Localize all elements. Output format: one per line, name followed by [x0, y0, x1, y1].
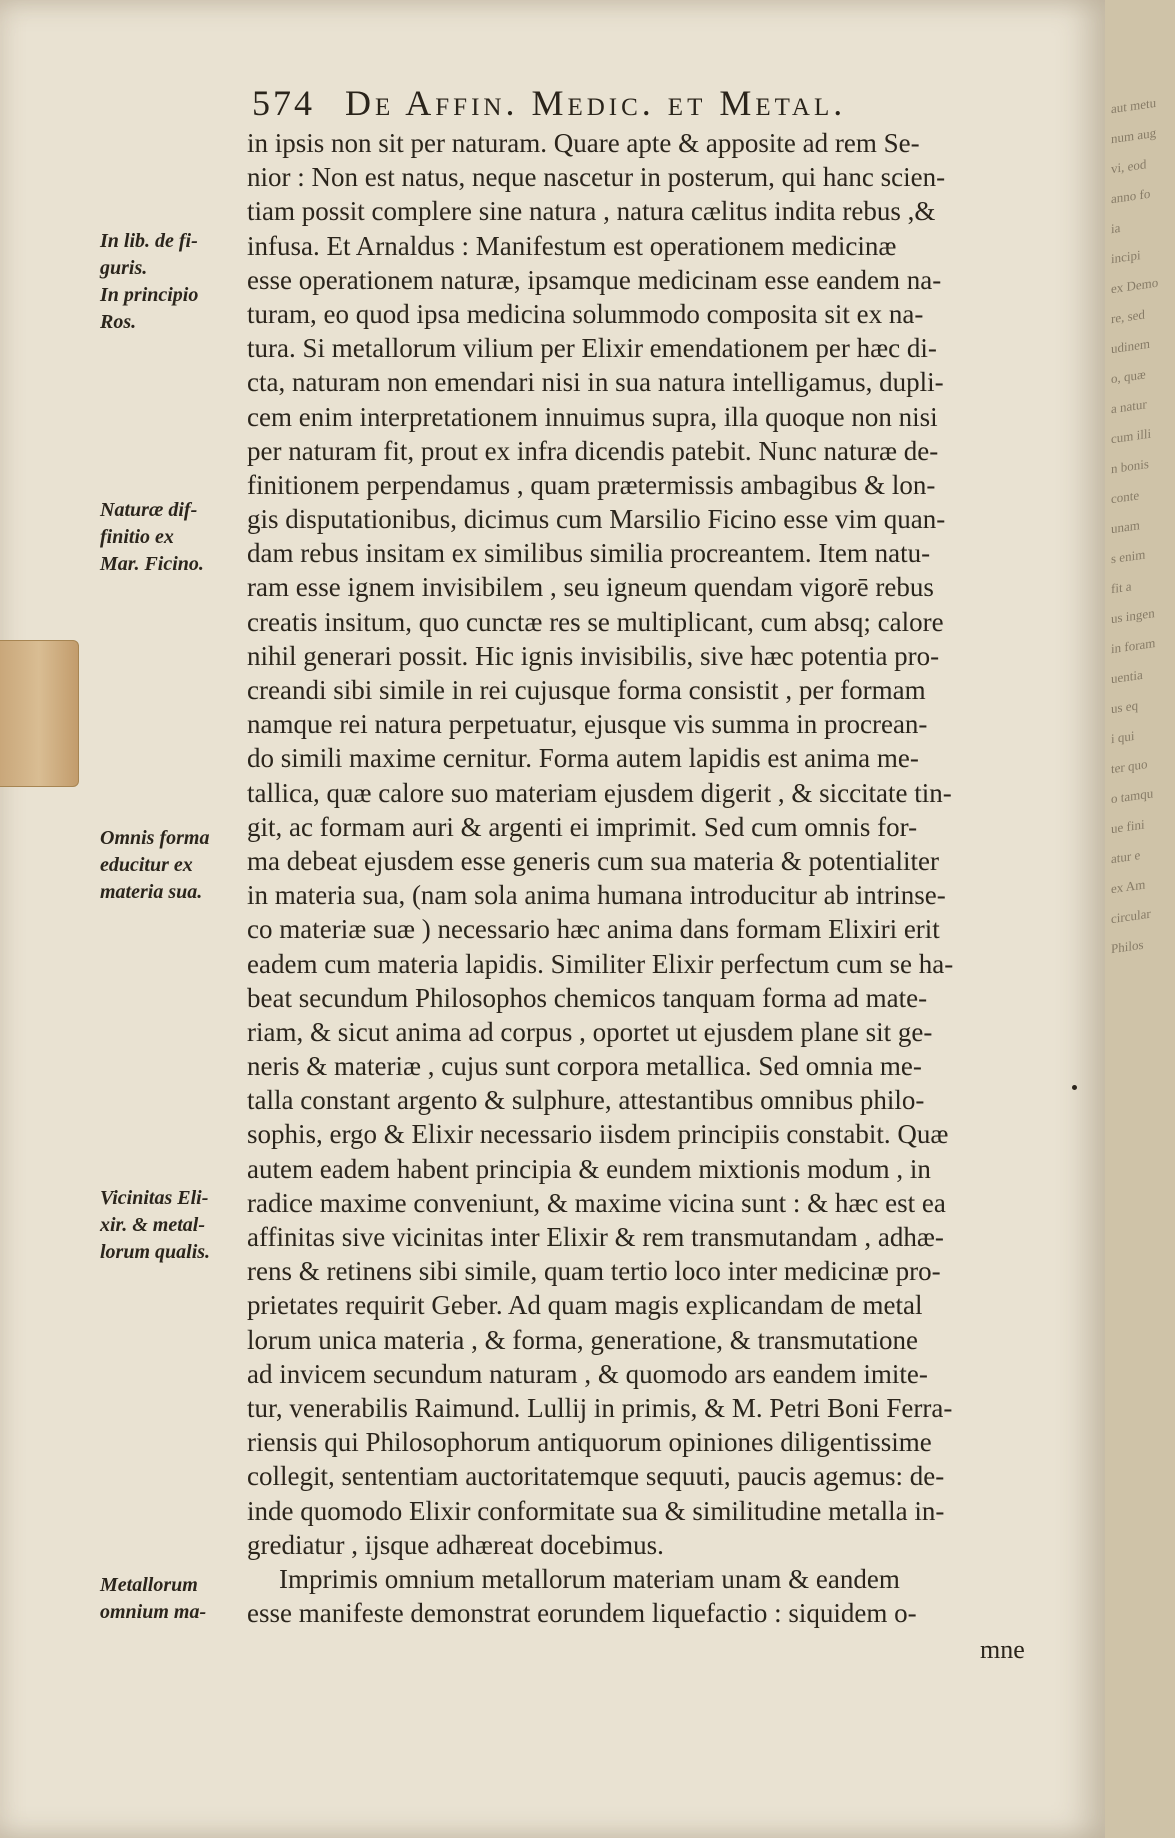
text-line: collegit, sententiam auctoritatemque sequuti, paucis agemus: de-: [247, 1461, 945, 1492]
opposite-text-fragment: uentia: [1111, 666, 1143, 687]
margin-note-citation: [100, 228, 250, 336]
text-line: eadem cum materia lapidis. Similiter Elixir perfectum cum se ha-: [247, 948, 954, 979]
margin-note-vicinitas: [100, 1185, 250, 1266]
margin-note-line: Metallorum: [100, 1574, 198, 1596]
margin-note-line: In lib. de fi-: [100, 230, 198, 252]
opposite-text-fragment: ex Am: [1111, 876, 1146, 897]
margin-note-line: Vicinitas Eli-: [100, 1187, 209, 1209]
text-line: namque rei natura perpetuatur, ejusque vis summa in procrean-: [247, 709, 928, 740]
text-line: in ipsis non sit per naturam. Quare apte & apposite ad rem Se-: [247, 128, 920, 158]
opposite-text-fragment: num aug: [1111, 124, 1157, 147]
opposite-text-fragment: vi, eod: [1111, 156, 1147, 177]
opposite-text-fragment: us ingen: [1111, 605, 1155, 627]
opposite-text-fragment: unam: [1111, 517, 1140, 537]
text-line: ma debeat ejusdem esse generis cum sua materia & potentialiter: [247, 845, 939, 876]
margin-note-line: lorum qualis.: [100, 1241, 211, 1263]
opposite-text-fragment: circular: [1111, 905, 1151, 927]
text-line: lorum unica materia , & forma, generatione, & transmutatione: [247, 1324, 919, 1355]
running-head: [252, 82, 1012, 128]
opposite-text-fragment: cum illi: [1111, 425, 1152, 447]
opposite-text-fragment: in foram: [1111, 634, 1156, 657]
opposite-text-fragment: Philos: [1111, 936, 1144, 957]
opposite-text-fragment: ter quo: [1111, 756, 1148, 777]
margin-note-forma: [100, 825, 250, 906]
opposite-text-fragment: s enim: [1111, 546, 1146, 567]
text-line: co materiæ suæ ) necessario hæc anima dans formam Elixiri erit: [247, 914, 940, 945]
text-line: neris & materiæ , cujus sunt corpora metallica. Sed omnia me-: [247, 1051, 922, 1082]
text-line: grediatur , ijsque adhæreat docebimus.: [247, 1529, 664, 1560]
opposite-text-fragment: ex Demo: [1111, 274, 1159, 297]
text-line: dam rebus insitam ex similibus similia procreantem. Item natu-: [247, 538, 931, 569]
margin-note-line: materia sua.: [100, 881, 203, 903]
text-line: gis disputationibus, dicimus cum Marsilio Ficino esse vim quan-: [247, 504, 946, 535]
text-line: per naturam fit, prout ex infra dicendis patebit. Nunc naturæ de-: [247, 435, 939, 466]
opposite-text-fragment: o tamqu: [1111, 785, 1154, 807]
opposite-text-fragment: incipi: [1111, 247, 1141, 267]
margin-note-line: educitur ex: [100, 854, 193, 876]
text-line: git, ac formam auri & argenti ei imprimit. Sed cum omnis for-: [247, 811, 918, 842]
opposite-text-fragment: o, quæ: [1111, 366, 1146, 387]
text-line: esse manifeste demonstrat eorundem liquefactio : siquidem o-: [247, 1598, 917, 1629]
opposite-text-fragment: aut metu: [1111, 94, 1157, 117]
text-line: tur, venerabilis Raimund. Lullij in primis, & M. Petri Boni Ferra-: [247, 1392, 953, 1423]
text-line: radice maxime conveniunt, & maxime vicina sunt : & hæc est ea: [247, 1187, 946, 1218]
text-line: nior : Non est natus, neque nascetur in posterum, qui hanc scien-: [247, 162, 946, 193]
bookmark-strip: [0, 640, 79, 787]
opposite-page-text: [1111, 86, 1171, 964]
opposite-text-fragment: udinem: [1111, 335, 1150, 357]
margin-note-line: Ros.: [100, 311, 137, 333]
text-line: Imprimis omnium metallorum materiam unam & eandem: [279, 1563, 900, 1594]
margin-note-line: Mar. Ficino.: [100, 553, 204, 575]
margin-note-line: Naturæ dif-: [100, 499, 198, 521]
catchword: mne: [980, 1635, 1025, 1664]
text-line: cta, naturam non emendari nisi in sua natura intelligamus, dupli-: [247, 367, 944, 398]
margin-note-line: omnium ma-: [100, 1601, 207, 1623]
text-line: nihil generari possit. Hic ignis invisibilis, sive hæc potentia pro-: [247, 640, 940, 671]
text-line: creatis insitum, quo cunctæ res se multiplicant, cum absq; calore: [247, 606, 944, 637]
margin-note-natura: [100, 497, 250, 578]
body-text: [247, 126, 1057, 1630]
text-line: sophis, ergo & Elixir necessario iisdem principiis constabit. Quæ: [247, 1119, 949, 1150]
text-line: turam, eo quod ipsa medicina solummodo composita sit ex na-: [247, 298, 924, 329]
opposite-page-edge: [1105, 0, 1175, 1838]
text-line: do simili maxime cernitur. Forma autem lapidis est anima me-: [247, 743, 919, 774]
margin-note-line: xir. & metal-: [100, 1214, 205, 1236]
opposite-text-fragment: re, sed: [1111, 306, 1145, 327]
text-line: affinitas sive vicinitas inter Elixir & rem transmutandam , adhæ-: [247, 1222, 944, 1252]
ink-dot: [1072, 1085, 1077, 1090]
opposite-text-fragment: ue fini: [1111, 816, 1145, 837]
margin-note-line: Omnis forma: [100, 827, 210, 849]
text-line: riensis qui Philosophorum antiquorum opiniones diligentissime: [247, 1427, 932, 1458]
text-line: prietates requirit Geber. Ad quam magis explicandam de metal: [247, 1290, 923, 1321]
text-line: cem enim interpretationem innuimus supra, illa quoque non nisi: [247, 401, 938, 432]
opposite-text-fragment: us eq: [1111, 697, 1139, 717]
text-line: tallica, quæ calore suo materiam ejusdem digerit , & siccitate tin-: [247, 777, 952, 808]
margin-note-line: guris.: [100, 257, 148, 279]
text-line: autem eadem habent principia & eundem mixtionis modum , in: [247, 1153, 931, 1184]
margin-note-line: finitio ex: [100, 526, 174, 548]
page-number: 574: [252, 83, 315, 123]
text-line: creandi sibi simile in rei cujusque forma consistit , per formam: [247, 675, 926, 705]
margin-note-metallorum: [100, 1572, 250, 1626]
opposite-text-fragment: a natur: [1111, 396, 1147, 417]
opposite-text-fragment: fit a: [1111, 578, 1132, 597]
text-line: beat secundum Philosophos chemicos tanquam forma ad mate-: [247, 982, 928, 1013]
text-line: tura. Si metallorum vilium per Elixir emendationem per hæc di-: [247, 333, 937, 364]
opposite-text-fragment: anno fo: [1111, 185, 1151, 207]
text-line: in materia sua, (nam sola anima humana introducitur ab intrinse-: [247, 880, 946, 911]
text-line: rens & retinens sibi simile, quam tertio loco inter medicinæ pro-: [247, 1256, 941, 1287]
margin-note-line: In principio: [100, 284, 199, 306]
opposite-text-fragment: i qui: [1111, 727, 1135, 747]
text-line: tiam possit complere sine natura , natura cælitus indita rebus ,&: [247, 196, 936, 227]
opposite-text-fragment: n bonis: [1111, 455, 1149, 477]
text-line: inde quomodo Elixir conformitate sua & similitudine metalla in-: [247, 1495, 945, 1526]
text-line: ram esse ignem invisibilem , seu igneum quendam vigorē rebus: [247, 572, 934, 603]
text-line: finitionem perpendamus , quam prætermissis ambagibus & lon-: [247, 469, 936, 500]
text-line: talla constant argento & sulphure, attestantibus omnibus philo-: [247, 1085, 925, 1116]
opposite-text-fragment: atur e: [1111, 847, 1141, 867]
running-title: De Affin. Medic. et Metal.: [345, 83, 847, 123]
text-line: riam, & sicut anima ad corpus , oportet ut ejusdem plane sit ge-: [247, 1016, 933, 1047]
opposite-text-fragment: ia: [1111, 219, 1121, 237]
text-line: infusa. Et Arnaldus : Manifestum est operationem medicinæ: [247, 230, 897, 261]
text-line: ad invicem secundum naturam , & quomodo ars eandem imite-: [247, 1358, 928, 1389]
text-line: esse operationem naturæ, ipsamque medicinam esse eandem na-: [247, 264, 942, 295]
opposite-text-fragment: conte: [1111, 487, 1140, 507]
